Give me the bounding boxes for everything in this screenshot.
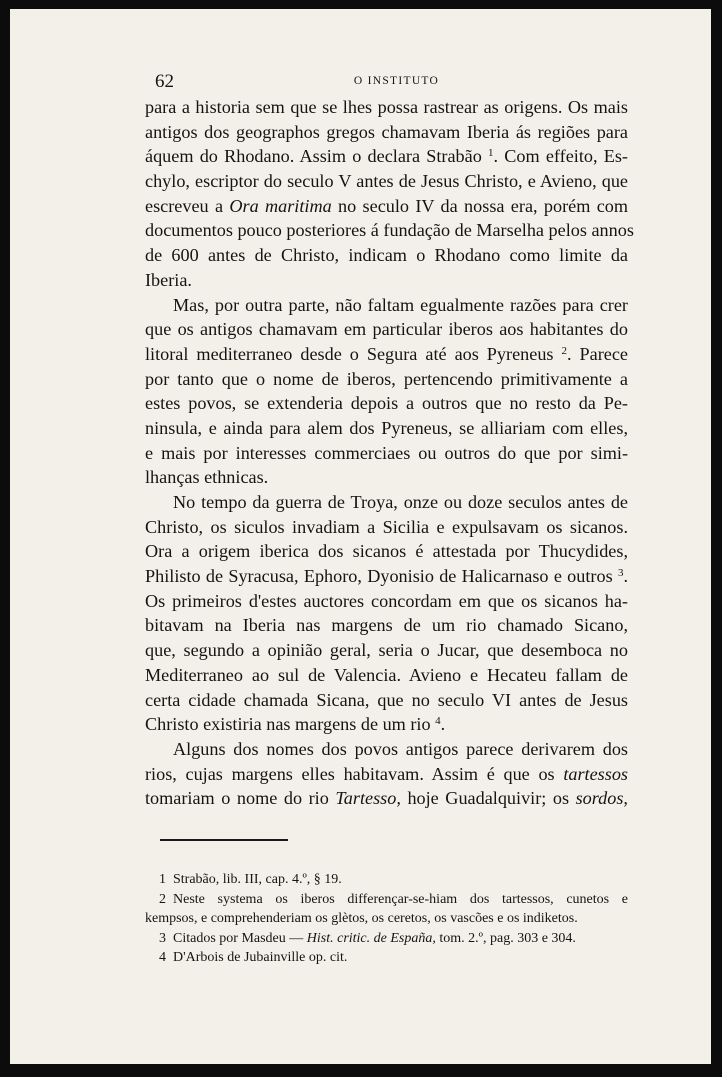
text-line: Iberia.: [145, 269, 192, 290]
text-line: estes povos, se extenderia depois a outros que no resto da Pe-: [145, 393, 628, 414]
text-line: litoral mediterraneo desde o Segura até aos Pyreneus $^2$. Parece: [145, 343, 628, 364]
footnote: [145, 929, 628, 949]
text-line: Christo, os siculos invadiam a Sicilia e expulsavam os sicanos.: [145, 516, 628, 537]
text-line: Christo existiria nas margens de um rio $^4$.: [145, 714, 446, 735]
text-line: Os primeiros d'estes auctores concordam em que os sicanos ha-: [145, 590, 628, 611]
running-title: O INSTITUTO: [353, 75, 440, 87]
footnote: [145, 870, 628, 890]
text-line: e mais por interesses commerciaes ou outros do que por simi-: [145, 442, 628, 463]
text-line: chylo, escriptor do seculo V antes de Jesus Christo, e Avieno, que: [145, 171, 628, 192]
footnote-line: 2 Neste systema os iberos differençar-se-hiam dos tartessos, cunetos e: [145, 890, 628, 910]
text-line: No tempo da guerra de Troya, onze ou doze seculos antes de: [173, 492, 628, 512]
text-line: que os antigos chamavam em particular iberos aos habitantes do: [145, 319, 628, 340]
text-line: Mas, por outra parte, não faltam egualmente razões para crer: [173, 294, 628, 315]
text-line: Alguns dos nomes dos povos antigos parece derivarem dos: [173, 738, 628, 759]
footnote-reference: 4: [435, 715, 441, 728]
text-line: de 600 antes de Christo, indicam o Rhodano como limite da: [145, 245, 628, 266]
text-line: Ora a origem iberica dos sicanos é attestada por Thucydides,: [145, 541, 628, 562]
text-line: lhanças ethnicas.: [145, 467, 269, 488]
footnote-number: 2: [159, 891, 166, 907]
page-number: 62: [155, 71, 174, 92]
text-line: para a historia sem que se lhes possa rastrear as origens. Os mais: [145, 97, 628, 117]
text-line: escreveu a Ora maritima no seculo IV da nossa era, porém com: [145, 195, 629, 216]
footnote: [145, 890, 628, 929]
body-text: [145, 95, 634, 811]
page-header: [155, 71, 638, 93]
footnote-line: kempsos, e comprehenderiam os glètos, os ceretos, os vascões e os indiketos.: [145, 911, 578, 926]
italic-text: tartessos: [563, 763, 628, 784]
paragraph: [145, 490, 628, 737]
footnote-reference: 1: [488, 147, 494, 160]
text-line: documentos pouco posteriores á fundação de Marselha pelos annos: [145, 220, 634, 241]
footnote-reference: 3: [617, 567, 624, 580]
footnote-number: 4: [159, 950, 166, 965]
italic-text: Tartesso,: [335, 788, 401, 809]
footnote-separator-rule: [160, 839, 288, 841]
paragraph: [145, 95, 634, 293]
text-line: antigos dos geographos gregos chamavam Iberia ás regiões para: [145, 121, 628, 142]
text-line: que, segundo a opinião geral, seria o Jucar, que desemboca no: [145, 640, 628, 661]
paragraph: [145, 293, 628, 491]
footnote-reference: 2: [561, 344, 567, 357]
paragraph: [145, 737, 628, 811]
footnote-line: 1 Strabão, lib. III, cap. 4.º, § 19.: [145, 870, 628, 890]
footnote-number: 3: [159, 930, 166, 946]
italic-text: sordos,: [575, 788, 628, 809]
italic-text: Ora maritima: [229, 195, 332, 216]
footnote-line: 4 D'Arbois de Jubainville op. cit.: [145, 948, 628, 968]
text-line: ninsula, e ainda para alem dos Pyreneus, se alliariam com elles,: [145, 417, 628, 438]
text-line: certa cidade chamada Sicana, que no seculo VI antes de Jesus: [145, 689, 628, 710]
text-line: Mediterraneo ao sul de Valencia. Avieno e Hecateu fallam de: [145, 664, 628, 685]
footnote-line: 3 Citados por Masdeu — Hist. critic. de España, tom. 2.º, pag. 303 e 304.: [145, 929, 628, 949]
footnote-number: 1: [159, 872, 166, 887]
text-line: áquem do Rhodano. Assim o declara Strabão $^1$. Com effeito, Es-: [145, 146, 628, 167]
text-line: por tanto que o nome de iberos, pertencendo primitivamente a: [145, 368, 628, 389]
text-line: bitavam na Iberia nas margens de um rio chamado Sicano,: [145, 615, 628, 636]
footnotes: [145, 870, 628, 968]
footnote: [145, 948, 628, 968]
text-line: Philisto de Syracusa, Ephoro, Dyonisio de Halicarnaso e outros $^3$.: [145, 566, 628, 587]
text-line: rios, cujas margens elles habitavam. Assim é que os tartessos: [145, 763, 628, 784]
text-line: tomariam o nome do rio Tartesso, hoje Guadalquivir; os sordos,: [145, 788, 628, 809]
italic-text: Hist. critic. de España,: [306, 930, 436, 946]
